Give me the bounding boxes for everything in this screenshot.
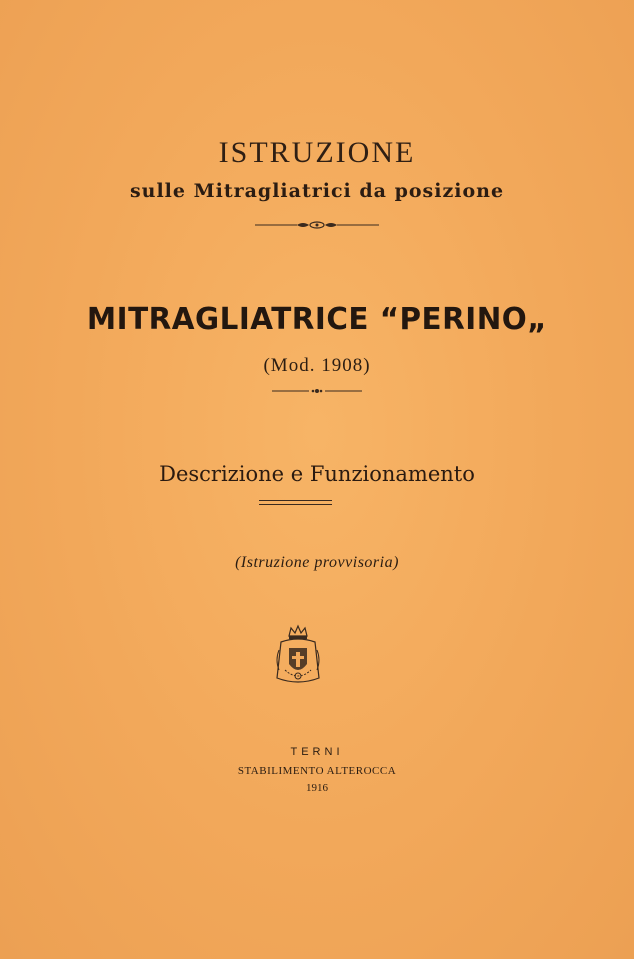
publication-year: 1916 xyxy=(306,782,328,794)
royal-coat-of-arms-icon xyxy=(271,624,325,686)
document-title: ISTRUZIONE xyxy=(218,136,416,169)
double-rule-divider xyxy=(259,500,332,505)
machine-gun-heading: MITRAGLIATRICE “PERINO„ xyxy=(86,302,548,337)
publication-place: TERNI xyxy=(290,746,344,758)
ornamental-divider xyxy=(0,220,634,230)
document-subtitle: sulle Mitragliatrici da posizione xyxy=(129,180,505,202)
description-heading: Descrizione e Funzionamento xyxy=(159,462,475,486)
small-divider xyxy=(0,387,634,395)
provisional-note: (Istruzione provvisoria) xyxy=(235,554,399,571)
printer-name: STABILIMENTO ALTEROCCA xyxy=(237,765,397,777)
model-label: (Mod. 1908) xyxy=(263,355,371,376)
